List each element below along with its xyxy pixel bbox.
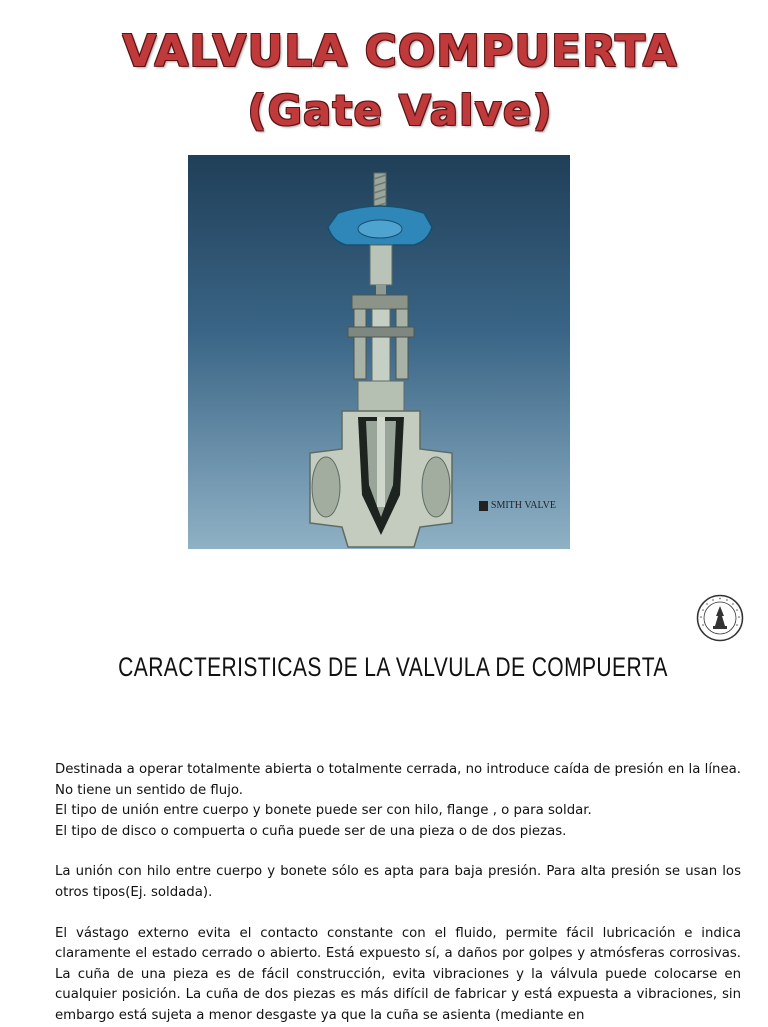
- page-title: VALVULA COMPUERTA: [122, 26, 678, 77]
- paragraph: El tipo de disco o compuerta o cuña puede ser de una pieza o de dos piezas.: [55, 823, 567, 839]
- institution-seal-icon: [696, 594, 744, 642]
- gate-valve-image: [188, 155, 570, 549]
- body-text: [55, 760, 741, 1027]
- paragraph: La unión con hilo entre cuerpo y bonete sólo es apta para baja presión. Para alta presión se usan los otros tipos(Ej. soldada).: [55, 864, 741, 900]
- brand-logo-icon: [479, 501, 488, 511]
- paragraph: Destinada a operar totalmente abierta o totalmente cerrada, no introduce caída de presión en la línea. No tiene un sentido de flujo.: [55, 762, 741, 798]
- brand-label: SMITH VALVE: [479, 500, 556, 511]
- paragraph: El vástago externo evita el contacto constante con el fluido, permite fácil lubricación e indica claramente el estado cerrado o abierto. Está expuesto sí, a daños por golpes y atmósferas corrosivas. La cuña de una pieza es de fácil construcción, evita vibraciones y la válvula puede colocarse en cualquier posición. La cuña de dos piezas es más difícil de fabricar y está expuesta a vibraciones, sin embargo está sujeta a menor desgaste ya que la cuña se asienta (mediante en: [55, 925, 741, 1023]
- section-heading: CARACTERISTICAS DE LA VALVULA DE COMPUERTA: [118, 652, 668, 682]
- gate-valve-cutaway-icon: [188, 155, 570, 549]
- paragraph: El tipo de unión entre cuerpo y bonete puede ser con hilo, flange , o para soldar.: [55, 803, 592, 819]
- page-subtitle: (Gate Valve): [247, 86, 553, 135]
